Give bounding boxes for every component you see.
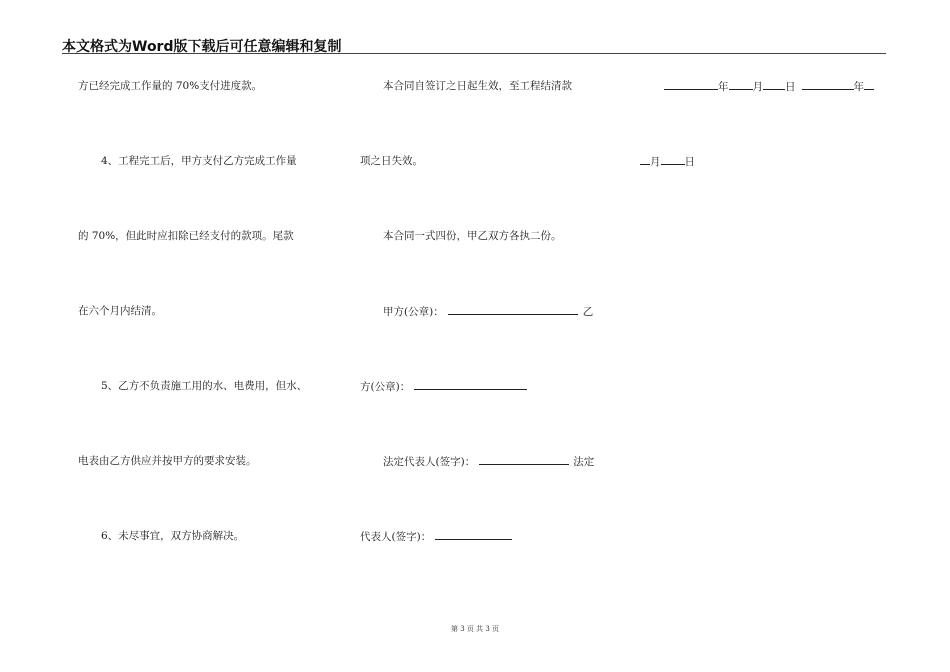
legal-rep-label: 法定代表人(签字)： <box>383 456 476 468</box>
end-day-unit: 日 <box>684 156 695 168</box>
date-range-line-1 <box>664 79 874 94</box>
end-year-unit: 年 <box>853 81 864 93</box>
col1-line-6: 电表由乙方供应并按甲方的要求安装。 <box>78 455 257 467</box>
col2-line-5 <box>360 379 527 394</box>
end-year-blank <box>802 79 854 90</box>
rep-signature-label: 代表人(签字)： <box>360 531 432 543</box>
party-b-prefix: 乙 <box>582 306 594 318</box>
col1-line-1: 方已经完成工作量的 70%支付进度款。 <box>78 80 263 92</box>
end-month-blank-end <box>640 154 650 165</box>
page-number: 第 3 页 共 3 页 <box>450 625 500 633</box>
col1-line-4: 在六个月内结清。 <box>78 305 162 317</box>
start-day-blank <box>763 79 785 90</box>
col2-line-6 <box>383 454 594 469</box>
start-month-blank <box>729 79 753 90</box>
end-day-blank <box>661 154 685 165</box>
end-month-blank-start <box>864 79 874 90</box>
col1-line-3: 的 70%，但此时应扣除已经支付的款项。尾款 <box>78 230 294 242</box>
col2-line-2: 项之日失效。 <box>360 155 423 167</box>
rep-signature-blank <box>435 529 512 540</box>
end-month-unit: 月 <box>650 156 661 168</box>
col1-line-5: 5、乙方不负责施工用的水、电费用，但水、 <box>101 380 308 392</box>
start-year-unit: 年 <box>718 81 729 93</box>
party-b-seal-blank <box>414 379 527 390</box>
col2-line-1: 本合同自签订之日起生效，至工程结清款 <box>383 80 572 92</box>
start-year-blank <box>664 79 718 90</box>
col2-line-3: 本合同一式四份，甲乙双方各执二份。 <box>383 230 562 242</box>
start-day-unit: 日 <box>785 81 796 93</box>
col1-line-7: 6、未尽事宜，双方协商解决。 <box>101 530 245 542</box>
col2-line-4 <box>383 304 593 319</box>
legal-rep-blank <box>479 454 569 465</box>
header-divider <box>62 53 886 54</box>
party-a-seal-label: 甲方(公章)： <box>383 306 444 318</box>
start-month-unit: 月 <box>752 81 763 93</box>
col2-line-7 <box>360 529 512 544</box>
party-a-seal-blank <box>448 304 578 315</box>
date-range-line-2 <box>640 154 695 169</box>
party-b-seal-label: 方(公章)： <box>360 381 411 393</box>
col1-line-2: 4、工程完工后，甲方支付乙方完成工作量 <box>101 155 297 167</box>
legal-rep-suffix: 法定 <box>573 456 595 468</box>
document-header-title: 本文格式为Word版下载后可任意编辑和复制 <box>62 39 342 55</box>
